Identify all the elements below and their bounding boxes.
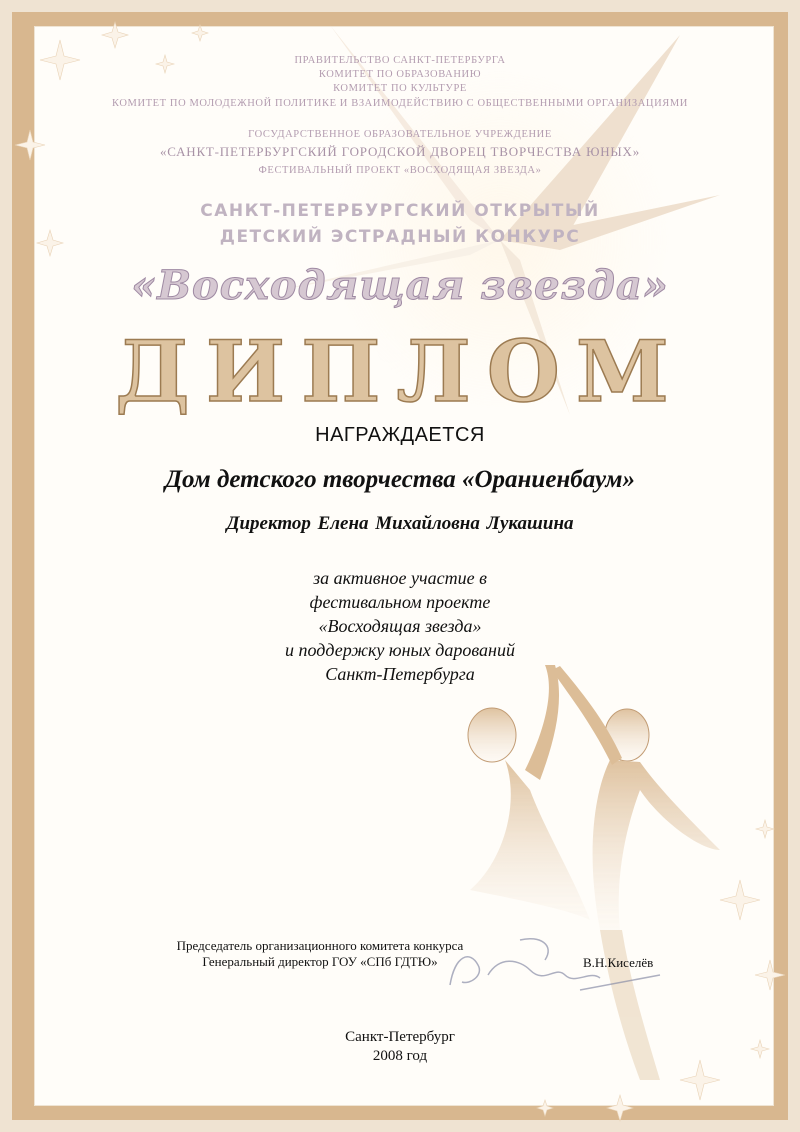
reason-line: фестивальном проекте xyxy=(309,592,491,612)
signatory-role-line1: Председатель организационного комитета конкурса xyxy=(176,938,464,953)
reason-line: и поддержку юных дарований xyxy=(285,640,515,660)
diploma-title: ДИПЛОМ xyxy=(115,322,685,421)
signatory-role-line2: Генеральный директор ГОУ «СПб ГДТЮ» xyxy=(202,954,438,969)
organizer-line: КОМИТЕТ ПО ОБРАЗОВАНИЮ xyxy=(318,69,482,80)
reason-line: «Восходящая звезда» xyxy=(318,616,482,636)
organizer-line: ПРАВИТЕЛЬСТВО САНКТ-ПЕТЕРБУРГА xyxy=(294,55,506,66)
award-reason xyxy=(0,566,800,686)
organizer-line: КОМИТЕТ ПО МОЛОДЕЖНОЙ ПОЛИТИКЕ И ВЗАИМОДЕЙСТВИЮ С ОБЩЕСТВЕННЫМИ ОРГАНИЗАЦИЯМИ xyxy=(111,98,688,109)
year: 2008 год xyxy=(372,1048,428,1064)
institution-name: «САНКТ-ПЕТЕРБУРГСКИЙ ГОРОДСКОЙ ДВОРЕЦ ТВОРЧЕСТВА ЮНЫХ» xyxy=(159,144,641,159)
reason-line: за активное участие в xyxy=(313,568,487,588)
dancers-illustration xyxy=(468,665,720,1080)
awarded-label: НАГРАЖДАЕТСЯ xyxy=(315,424,485,446)
director-name: Директор Елена Михайловна Лукашина xyxy=(226,513,574,534)
contest-title-line1: САНКТ-ПЕТЕРБУРГСКИЙ ОТКРЫТЫЙ xyxy=(200,201,600,221)
place: Санкт-Петербург xyxy=(345,1029,455,1045)
contest-name: «Восходящая звезда» xyxy=(131,262,669,309)
institution-type: ГОСУДАРСТВЕННОЕ ОБРАЗОВАТЕЛЬНОЕ УЧРЕЖДЕНИЕ xyxy=(248,129,552,140)
signatory-name: В.Н.Киселёв xyxy=(583,955,654,970)
signatory-role xyxy=(0,938,640,970)
festival-project: ФЕСТИВАЛЬНЫЙ ПРОЕКТ «ВОСХОДЯЩАЯ ЗВЕЗДА» xyxy=(258,165,542,176)
place-and-year xyxy=(0,1028,800,1066)
recipient-name: Дом детского творчества «Ораниенбаум» xyxy=(164,466,636,493)
reason-line: Санкт-Петербурга xyxy=(325,664,475,684)
organizer-line: КОМИТЕТ ПО КУЛЬТУРЕ xyxy=(333,83,467,94)
contest-title-line2: ДЕТСКИЙ ЭСТРАДНЫЙ КОНКУРС xyxy=(219,227,581,247)
